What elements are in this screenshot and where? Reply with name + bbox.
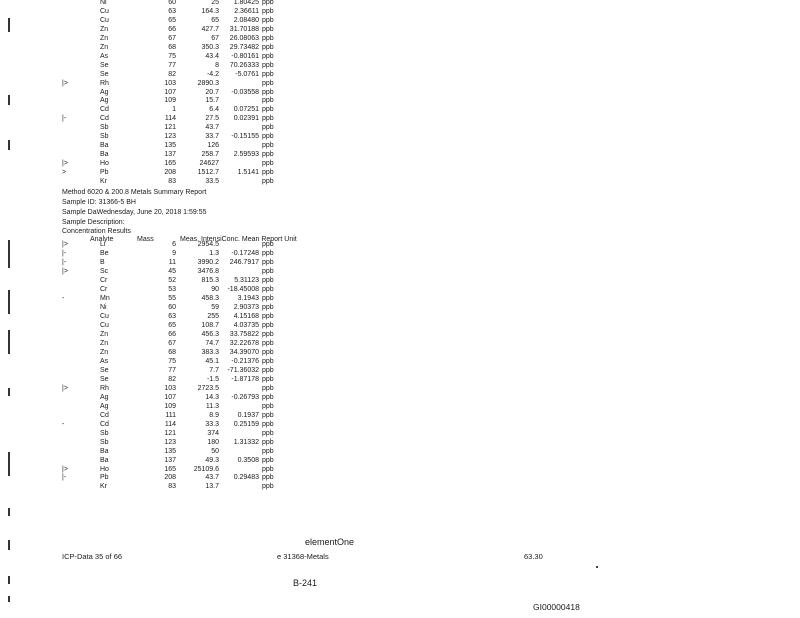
unit-cell: ppb xyxy=(262,285,274,293)
unit-cell: ppb xyxy=(262,402,274,410)
intensity-cell: 164.3 xyxy=(201,7,219,15)
mass-cell: 123 xyxy=(164,133,176,141)
sample-description: Sample Description: xyxy=(62,219,125,226)
flag-marker: |- xyxy=(62,474,67,482)
unit-cell: ppb xyxy=(262,142,274,150)
concentration-cell: 1.80425 xyxy=(233,0,259,6)
analyte-cell: Cd xyxy=(100,115,109,123)
intensity-cell: 90 xyxy=(211,285,219,293)
mass-cell: 165 xyxy=(164,465,176,473)
intensity-cell: 6.4 xyxy=(209,106,219,114)
analyte-cell: Ho xyxy=(100,465,109,473)
mass-cell: 60 xyxy=(168,303,176,311)
intensity-cell: 3990.2 xyxy=(197,258,219,266)
intensity-cell: 7.7 xyxy=(209,366,219,374)
mass-cell: 77 xyxy=(168,366,176,374)
unit-cell: ppb xyxy=(262,420,274,428)
mass-cell: 66 xyxy=(168,25,176,33)
mass-cell: 114 xyxy=(164,420,176,428)
mass-cell: 109 xyxy=(164,402,176,410)
unit-cell: ppb xyxy=(262,61,274,69)
table-row xyxy=(0,177,330,187)
mass-cell: 65 xyxy=(168,16,176,24)
concentration-cell: 2.36611 xyxy=(234,7,259,15)
analyte-cell: Pb xyxy=(100,169,109,177)
unit-cell: ppb xyxy=(262,79,274,87)
unit-cell: ppb xyxy=(262,384,274,392)
unit-cell: ppb xyxy=(262,456,274,464)
intensity-cell: 43.7 xyxy=(205,124,219,132)
intensity-cell: 180 xyxy=(207,438,219,446)
mass-cell: 107 xyxy=(164,393,176,401)
unit-cell: ppb xyxy=(262,133,274,141)
unit-cell: ppb xyxy=(262,97,274,105)
concentration-cell: -0.26793 xyxy=(231,393,259,401)
unit-cell: ppb xyxy=(262,124,274,132)
flag-marker: |> xyxy=(62,241,68,248)
intensity-cell: 383.3 xyxy=(201,348,219,356)
mass-cell: 65 xyxy=(168,321,176,329)
mass-cell: 114 xyxy=(164,115,176,123)
mass-cell: 6 xyxy=(172,241,176,248)
flag-marker: |> xyxy=(62,465,68,473)
intensity-cell: 11.3 xyxy=(205,402,219,410)
analyte-cell: As xyxy=(100,357,109,365)
mass-cell: 83 xyxy=(168,483,176,491)
column-header-analyte: Analyte xyxy=(90,236,114,243)
analyte-cell: Ba xyxy=(100,142,109,150)
unit-cell: ppb xyxy=(262,249,274,257)
intensity-cell: 1512.7 xyxy=(197,169,219,177)
analyte-cell: Cu xyxy=(100,321,109,329)
intensity-cell: 258.7 xyxy=(201,151,219,159)
intensity-cell: -4.2 xyxy=(206,70,219,78)
analyte-cell: Sb xyxy=(100,133,109,141)
intensity-cell: 33.7 xyxy=(205,133,219,141)
analyte-cell: Cu xyxy=(100,7,109,15)
analyte-cell: Ba xyxy=(100,456,109,464)
mass-cell: 109 xyxy=(164,97,176,105)
mass-cell: 208 xyxy=(164,474,176,482)
mass-cell: 111 xyxy=(165,411,176,419)
mass-cell: 82 xyxy=(168,70,176,78)
flag-marker: - xyxy=(62,420,65,428)
concentration-cell: -1.87178 xyxy=(231,375,259,383)
intensity-cell: -1.5 xyxy=(206,375,219,383)
unit-cell: ppb xyxy=(262,88,274,96)
analyte-cell: Se xyxy=(100,70,109,78)
mass-cell: 208 xyxy=(164,169,176,177)
concentration-cell: 33.75822 xyxy=(229,330,259,338)
intensity-cell: 815.3 xyxy=(201,276,219,284)
intensity-cell: 43.7 xyxy=(205,474,219,482)
unit-cell: ppb xyxy=(262,178,274,185)
method-title: Method 6020 & 200.8 Metals Summary Report xyxy=(62,189,207,196)
unit-cell: ppb xyxy=(262,34,274,42)
mass-cell: 137 xyxy=(164,151,176,159)
unit-cell: ppb xyxy=(262,276,274,284)
intensity-cell: 255 xyxy=(207,312,219,320)
concentration-cell: 29.73482 xyxy=(229,43,259,51)
intensity-cell: 3476.8 xyxy=(197,267,219,275)
analyte-cell: As xyxy=(100,52,109,60)
scan-margin-mark xyxy=(8,596,10,602)
intensity-cell: 25 xyxy=(211,0,219,6)
intensity-cell: 20.7 xyxy=(205,88,219,96)
footer-file-right: 63.30 xyxy=(524,552,543,561)
analyte-cell: Ag xyxy=(100,97,109,105)
footer-file-mid: e 31368-Metals xyxy=(277,552,329,561)
intensity-cell: 24627 xyxy=(199,160,219,168)
unit-cell: ppb xyxy=(262,7,274,15)
concentration-cell: 1.31332 xyxy=(233,438,259,446)
mass-cell: 9 xyxy=(172,249,176,257)
intensity-cell: 14.3 xyxy=(205,393,219,401)
analyte-cell: Cd xyxy=(100,411,109,419)
flag-marker: |- xyxy=(62,115,67,123)
intensity-cell: 27.5 xyxy=(205,115,219,123)
analyte-cell: Sb xyxy=(100,438,109,446)
unit-cell: ppb xyxy=(262,25,274,33)
mass-cell: 55 xyxy=(168,294,176,302)
mass-cell: 75 xyxy=(168,357,176,365)
analyte-cell: Rh xyxy=(100,79,109,87)
intensity-cell: 65 xyxy=(211,16,219,24)
concentration-cell: -5.0761 xyxy=(235,70,259,78)
unit-cell: ppb xyxy=(262,106,274,114)
unit-cell: ppb xyxy=(262,366,274,374)
unit-cell: ppb xyxy=(262,70,274,78)
unit-cell: ppb xyxy=(262,43,274,51)
unit-cell: ppb xyxy=(262,321,274,329)
unit-cell: ppb xyxy=(262,438,274,446)
concentration-cell: 0.07251 xyxy=(233,106,259,114)
unit-cell: ppb xyxy=(262,169,274,177)
intensity-cell: 49.3 xyxy=(205,456,219,464)
analyte-cell: Ag xyxy=(100,393,109,401)
concentration-cell: 5.31123 xyxy=(234,276,259,284)
concentration-cell: 0.1937 xyxy=(237,411,259,419)
control-number: GI00000418 xyxy=(533,602,580,612)
concentration-cell: 1.5141 xyxy=(237,169,259,177)
unit-cell: ppb xyxy=(262,357,274,365)
intensity-cell: 59 xyxy=(211,303,219,311)
intensity-cell: 45.1 xyxy=(205,357,219,365)
analyte-cell: Ni xyxy=(100,0,107,6)
flag-marker: |> xyxy=(62,267,68,275)
mass-cell: 121 xyxy=(164,124,176,132)
mass-cell: 165 xyxy=(164,160,176,168)
intensity-cell: 126 xyxy=(207,142,219,150)
intensity-cell: 8 xyxy=(215,61,219,69)
unit-cell: ppb xyxy=(262,411,274,419)
concentration-cell: 246.7917 xyxy=(229,258,259,266)
unit-cell: ppb xyxy=(262,375,274,383)
concentration-cell: -0.17248 xyxy=(231,249,259,257)
analyte-cell: Ag xyxy=(100,402,109,410)
concentration-cell: -0.21376 xyxy=(231,357,259,365)
concentration-cell: 31.70188 xyxy=(229,25,259,33)
intensity-cell: 67 xyxy=(211,34,219,42)
concentration-cell: 26.08063 xyxy=(229,34,259,42)
concentration-cell: 2.90373 xyxy=(233,303,259,311)
analyte-cell: Pb xyxy=(100,474,109,482)
analyte-cell: Zn xyxy=(100,43,109,51)
unit-cell: ppb xyxy=(262,330,274,338)
analyte-cell: Cd xyxy=(100,420,109,428)
scan-margin-mark xyxy=(8,540,10,550)
concentration-cell: -18.45008 xyxy=(227,285,259,293)
flag-marker: > xyxy=(62,169,67,177)
unit-cell: ppb xyxy=(262,429,274,437)
flag-marker: |> xyxy=(62,79,68,87)
intensity-cell: 350.3 xyxy=(201,43,219,51)
sample-date: Sample DaWednesday, June 20, 2018 1:59:55 xyxy=(62,209,207,216)
scan-speck xyxy=(596,566,598,568)
analyte-cell: Sb xyxy=(100,124,109,132)
intensity-cell: 33.5 xyxy=(205,178,219,185)
concentration-cell: 34.39070 xyxy=(229,348,259,356)
intensity-cell: 13.7 xyxy=(205,483,219,491)
analyte-cell: Zn xyxy=(100,330,109,338)
unit-cell: ppb xyxy=(262,483,274,491)
concentration-cell: 70.26333 xyxy=(229,61,259,69)
flag-marker: |> xyxy=(62,160,68,168)
column-header-measurements: Meas. IntensiConc. Mean Report Unit xyxy=(180,236,297,243)
analyte-cell: Cd xyxy=(100,106,109,114)
mass-cell: 67 xyxy=(168,34,176,42)
unit-cell: ppb xyxy=(262,0,274,6)
concentration-cell: -0.80161 xyxy=(231,52,259,60)
analyte-cell: Se xyxy=(100,375,109,383)
analyte-cell: Sc xyxy=(100,267,109,275)
scan-margin-mark xyxy=(8,576,10,584)
mass-cell: 103 xyxy=(164,79,176,87)
analyte-cell: Se xyxy=(100,366,109,374)
mass-cell: 1 xyxy=(172,106,176,114)
table-row xyxy=(0,482,330,492)
intensity-cell: 33.3 xyxy=(205,420,219,428)
intensity-cell: 74.7 xyxy=(205,339,219,347)
mass-cell: 107 xyxy=(164,88,176,96)
analyte-cell: Mn xyxy=(100,294,110,302)
mass-cell: 63 xyxy=(168,312,176,320)
analyte-cell: Rh xyxy=(100,384,109,392)
concentration-cell: 0.25159 xyxy=(233,420,259,428)
mass-cell: 135 xyxy=(164,142,176,150)
mass-cell: 66 xyxy=(168,330,176,338)
analyte-cell: Zn xyxy=(100,34,109,42)
analyte-cell: Ni xyxy=(100,303,107,311)
analyte-cell: Zn xyxy=(100,25,109,33)
intensity-cell: 15.7 xyxy=(205,97,219,105)
mass-cell: 135 xyxy=(164,447,176,455)
analyte-cell: Ho xyxy=(100,160,109,168)
mass-cell: 83 xyxy=(168,178,176,185)
flag-marker: - xyxy=(62,294,65,302)
concentration-cell: 3.1943 xyxy=(237,294,259,302)
mass-cell: 63 xyxy=(168,7,176,15)
mass-cell: 60 xyxy=(168,0,176,6)
scan-margin-mark xyxy=(8,508,10,516)
footer-file-left: ICP-Data 35 of 66 xyxy=(62,552,123,561)
analyte-cell: Sb xyxy=(100,429,109,437)
unit-cell: ppb xyxy=(262,267,274,275)
concentration-cell: -0.15155 xyxy=(231,133,259,141)
sample-id: Sample ID: 31366-5 BH xyxy=(62,199,136,206)
unit-cell: ppb xyxy=(262,16,274,24)
unit-cell: ppb xyxy=(262,312,274,320)
unit-cell: ppb xyxy=(262,294,274,302)
intensity-cell: 43.4 xyxy=(205,52,219,60)
unit-cell: ppb xyxy=(262,258,274,266)
mass-cell: 68 xyxy=(168,348,176,356)
unit-cell: ppb xyxy=(262,52,274,60)
results-heading: Concentration Results xyxy=(62,228,131,235)
analyte-cell: Ba xyxy=(100,151,109,159)
mass-cell: 103 xyxy=(164,384,176,392)
analyte-cell: Cu xyxy=(100,16,109,24)
unit-cell: ppb xyxy=(262,303,274,311)
mass-cell: 45 xyxy=(168,267,176,275)
analyte-cell: Be xyxy=(100,249,109,257)
intensity-cell: 458.3 xyxy=(201,294,219,302)
analyte-cell: Cr xyxy=(100,276,108,284)
analyte-cell: Li xyxy=(100,241,106,248)
unit-cell: ppb xyxy=(262,339,274,347)
intensity-cell: 2954.5 xyxy=(197,241,219,248)
mass-cell: 68 xyxy=(168,43,176,51)
mass-cell: 75 xyxy=(168,52,176,60)
intensity-cell: 1.3 xyxy=(209,249,219,257)
intensity-cell: 8.9 xyxy=(209,411,219,419)
intensity-cell: 374 xyxy=(207,429,219,437)
analyte-cell: Kr xyxy=(100,483,107,491)
analyte-cell: Ba xyxy=(100,447,109,455)
unit-cell: ppb xyxy=(262,465,274,473)
intensity-cell: 108.7 xyxy=(201,321,219,329)
analyte-cell: Se xyxy=(100,61,109,69)
analyte-cell: Cu xyxy=(100,312,109,320)
concentration-cell: 0.3508 xyxy=(237,456,259,464)
concentration-cell: 0.29483 xyxy=(233,474,259,482)
concentration-cell: 2.59593 xyxy=(233,151,259,159)
analyte-cell: B xyxy=(100,258,105,266)
unit-cell: ppb xyxy=(262,474,274,482)
unit-cell: ppb xyxy=(262,115,274,123)
intensity-cell: 2723.5 xyxy=(197,384,219,392)
mass-cell: 77 xyxy=(168,61,176,69)
bates-number: B-241 xyxy=(293,578,318,588)
concentration-cell: -71.36032 xyxy=(227,366,259,374)
flag-marker: |> xyxy=(62,384,68,392)
unit-cell: ppb xyxy=(262,447,274,455)
unit-cell: ppb xyxy=(262,241,274,248)
brand-name: elementOne xyxy=(305,537,355,547)
intensity-cell: 456.3 xyxy=(201,330,219,338)
column-header-mass: Mass xyxy=(137,236,154,243)
concentration-cell: -0.03558 xyxy=(231,88,259,96)
mass-cell: 137 xyxy=(164,456,176,464)
mass-cell: 123 xyxy=(164,438,176,446)
concentration-cell: 4.03735 xyxy=(233,321,259,329)
mass-cell: 82 xyxy=(168,375,176,383)
mass-cell: 52 xyxy=(168,276,176,284)
mass-cell: 67 xyxy=(168,339,176,347)
concentration-cell: 32.22678 xyxy=(229,339,259,347)
mass-cell: 121 xyxy=(164,429,176,437)
unit-cell: ppb xyxy=(262,151,274,159)
intensity-cell: 50 xyxy=(211,447,219,455)
mass-cell: 53 xyxy=(168,285,176,293)
analyte-cell: Zn xyxy=(100,348,109,356)
analyte-cell: Zn xyxy=(100,339,109,347)
intensity-cell: 25109.6 xyxy=(193,465,219,473)
flag-marker: |- xyxy=(62,249,67,257)
analyte-cell: Ag xyxy=(100,88,109,96)
unit-cell: ppb xyxy=(262,348,274,356)
mass-cell: 11 xyxy=(168,258,176,266)
analyte-cell: Kr xyxy=(100,178,107,185)
unit-cell: ppb xyxy=(262,393,274,401)
intensity-cell: 2890.3 xyxy=(197,79,219,87)
flag-marker: |- xyxy=(62,258,67,266)
intensity-cell: 427.7 xyxy=(201,25,219,33)
concentration-cell: 4.15168 xyxy=(233,312,259,320)
analyte-cell: Cr xyxy=(100,285,108,293)
unit-cell: ppb xyxy=(262,160,274,168)
concentration-cell: 2.08480 xyxy=(233,16,259,24)
concentration-cell: 0.02391 xyxy=(233,115,259,123)
